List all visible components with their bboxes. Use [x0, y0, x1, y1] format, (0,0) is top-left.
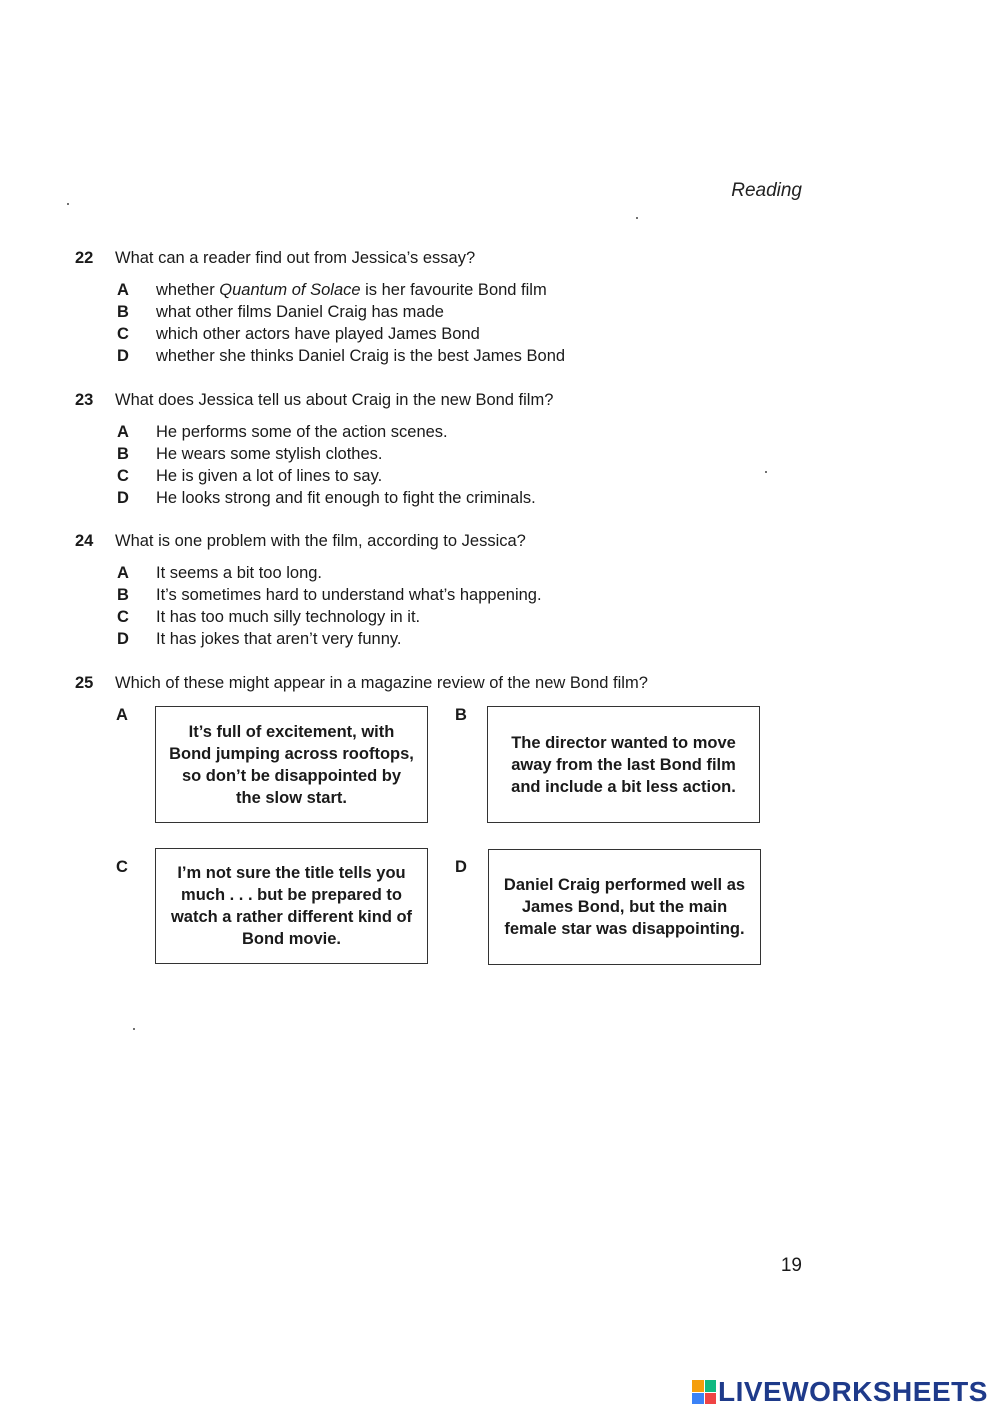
option-letter: D — [117, 347, 129, 365]
option-letter: C — [117, 608, 129, 626]
option-letter: B — [117, 303, 129, 321]
box-letter-a: A — [116, 706, 128, 724]
liveworksheets-logo-icon — [692, 1380, 716, 1404]
question-number: 22 — [75, 249, 94, 267]
option-text: He wears some stylish clothes. — [156, 445, 383, 463]
question-25 — [75, 672, 795, 694]
option-text: He is given a lot of lines to say. — [156, 467, 383, 485]
option-a[interactable] — [117, 279, 795, 301]
section-title: Reading — [731, 180, 802, 201]
option-letter: D — [117, 630, 129, 648]
box-text: Daniel Craig performed well as James Bond, but the main female star was disappointing. — [503, 876, 746, 938]
film-title: Quantum of Solace — [219, 281, 361, 299]
option-a[interactable] — [117, 421, 795, 443]
option-b[interactable] — [117, 443, 795, 465]
option-text: He performs some of the action scenes. — [156, 423, 448, 441]
question-number: 24 — [75, 532, 94, 550]
page-number: 19 — [780, 1255, 802, 1276]
option-text: It’s sometimes hard to understand what’s happening. — [156, 586, 542, 604]
question-text: What can a reader find out from Jessica’s essay? — [115, 249, 476, 267]
box-letter-b: B — [455, 706, 467, 724]
option-text: whether she thinks Daniel Craig is the best James Bond — [156, 347, 566, 365]
option-text: He looks strong and fit enough to fight the criminals. — [156, 489, 536, 507]
option-text: whether Quantum of Solace is her favourite Bond film — [156, 281, 547, 299]
box-text: It’s full of excitement, with Bond jumping across rooftops, so don’t be disappointed by the slow start. — [169, 722, 414, 807]
option-text: what other films Daniel Craig has made — [156, 303, 444, 321]
option-b[interactable] — [117, 301, 795, 323]
option-b[interactable] — [117, 584, 795, 606]
option-letter: C — [117, 325, 129, 343]
option-a[interactable] — [117, 562, 795, 584]
question-text: Which of these might appear in a magazine review of the new Bond film? — [115, 674, 648, 692]
option-c[interactable] — [117, 606, 795, 628]
option-d[interactable] — [117, 628, 795, 650]
option-letter: B — [117, 445, 129, 463]
answer-box-a[interactable] — [155, 706, 428, 823]
answer-box-c[interactable] — [155, 848, 428, 964]
option-text: which other actors have played James Bond — [156, 325, 480, 343]
option-d[interactable] — [117, 487, 795, 509]
option-c[interactable] — [117, 465, 795, 487]
option-letter: A — [117, 423, 129, 441]
question-number: 23 — [75, 391, 94, 409]
option-text: It has jokes that aren’t very funny. — [156, 630, 402, 648]
option-letter: A — [117, 564, 129, 582]
option-text: It seems a bit too long. — [156, 564, 323, 582]
option-letter: D — [117, 489, 129, 507]
answer-box-b[interactable] — [487, 706, 760, 823]
box-text: The director wanted to move away from the last Bond film and include a bit less action. — [511, 733, 736, 796]
option-text: It has too much silly technology in it. — [156, 608, 421, 626]
question-text: What does Jessica tell us about Craig in the new Bond film? — [115, 391, 554, 409]
box-text: I’m not sure the title tells you much . . . but be prepared to watch a rather different kind of Bond movie. — [170, 864, 413, 948]
brand-name: LIVEWORKSHEETS — [718, 1376, 988, 1407]
option-letter: C — [117, 467, 129, 485]
option-letter: A — [117, 281, 129, 299]
question-number: 25 — [75, 674, 94, 692]
box-letter-d: D — [455, 858, 467, 876]
scan-speck — [133, 1028, 135, 1030]
box-letter-c: C — [116, 858, 128, 876]
question-22 — [75, 247, 795, 367]
question-24 — [75, 530, 795, 650]
option-letter: B — [117, 586, 129, 604]
question-23 — [75, 389, 795, 509]
question-text: What is one problem with the film, according to Jessica? — [115, 532, 526, 550]
answer-box-d[interactable] — [488, 849, 761, 965]
scan-speck — [67, 203, 69, 205]
scan-speck — [636, 217, 638, 219]
option-c[interactable] — [117, 323, 795, 345]
liveworksheets-watermark — [692, 1374, 988, 1410]
option-d[interactable] — [117, 345, 795, 367]
